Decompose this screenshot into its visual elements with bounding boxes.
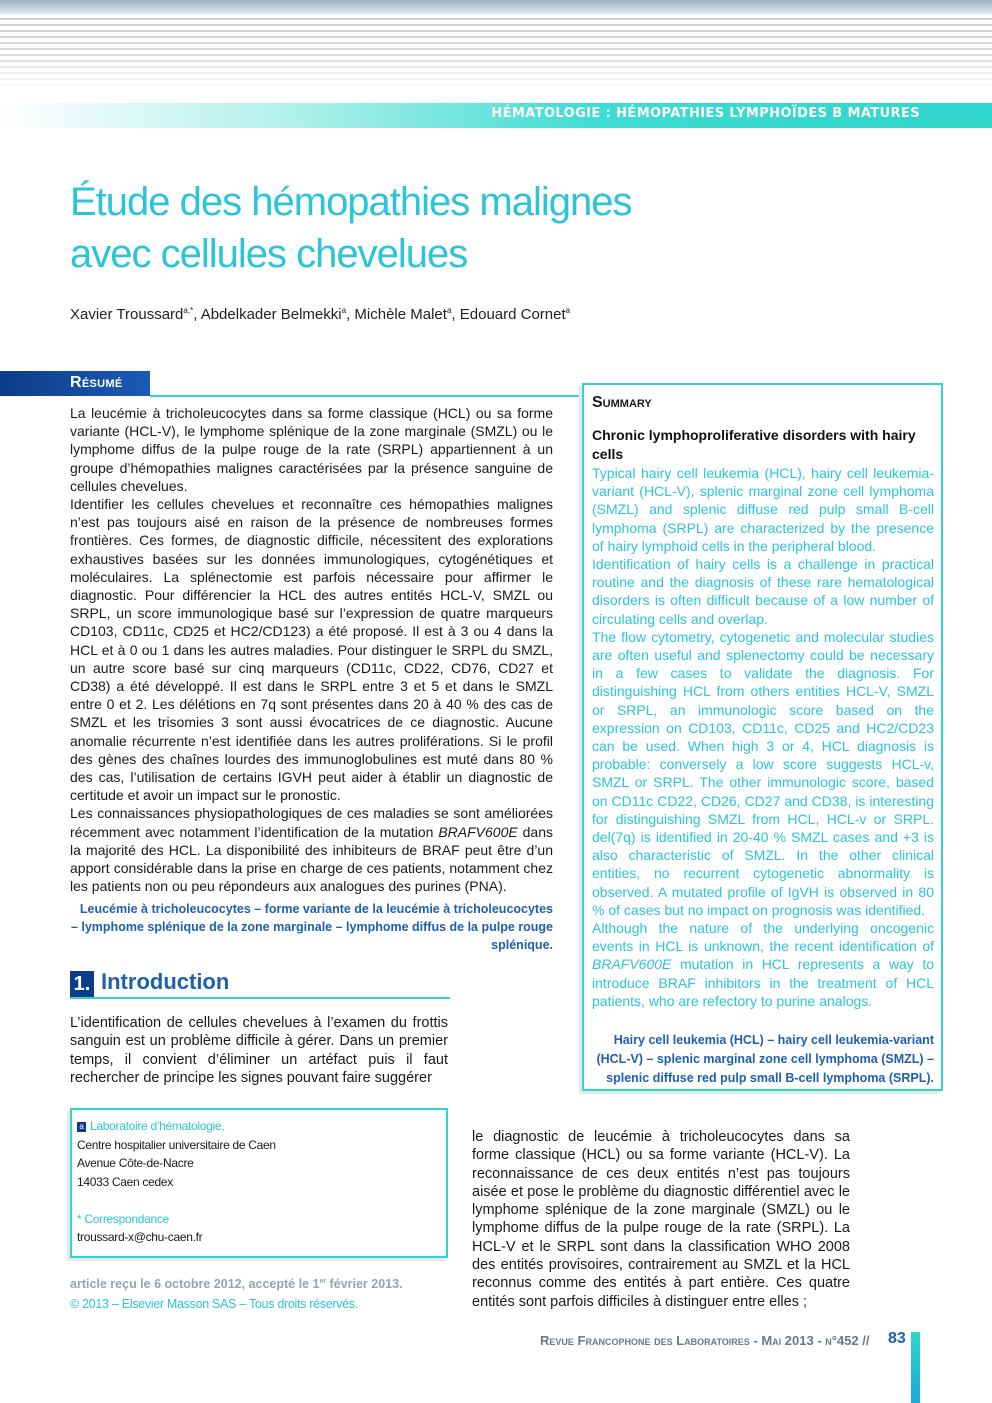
- author-affiliation-mark: a: [565, 306, 571, 315]
- author-affiliation-mark: a: [341, 306, 347, 315]
- section-title: HÉMATOLOGIE : HÉMOPATHIES LYMPHOÏDES B MATURES: [491, 106, 920, 121]
- affiliation-spacer: [77, 1191, 276, 1210]
- received-text: article reçu le 6 octobre 2012, accepté le 1: [70, 1277, 320, 1291]
- article-title: [70, 176, 770, 280]
- received-date: [70, 1277, 403, 1291]
- author-affiliation-mark: a,*: [183, 306, 194, 315]
- received-sup: er: [319, 1278, 327, 1285]
- affiliation-street: Avenue Côte-de-Nacre: [77, 1156, 194, 1170]
- received-text: février 2013.: [326, 1277, 403, 1291]
- mutation-name: BRAFV600E: [438, 823, 518, 840]
- resume-text: dans la majorité des HCL. La disponibilité des inhibiteurs de BRAF peut être d’un apport considérable dans la prise en charge de ces patients, notamment chez les patients non ou peu répondeurs aux analogues des purines (PNA).: [70, 823, 553, 895]
- summary-body: [592, 464, 934, 1010]
- intro-text-col1: L’identification de cellules chevelues à l’examen du frottis sanguin est un problème difficile à gérer. Dans un premier temps, il convient d’éliminer un artéfact puis il faut rechercher de principe les signes pouvant faire suggérer: [70, 1015, 448, 1086]
- resume-rule: [150, 395, 580, 397]
- page-number: 83: [888, 1330, 906, 1347]
- summary-paragraph: Typical hairy cell leukemia (HCL), hairy cell leukemia-variant (HCL-V), splenic marginal zone cell lymphoma (SMZL) and splenic diffuse red pulp small B-cell lymphoma (SRPL) are characterized by the presence of hairy lymphoid cells in the peripheral blood.: [592, 465, 934, 554]
- copyright: © 2013 – Elsevier Masson SAS – Tous droits réservés.: [70, 1297, 358, 1311]
- affiliation-mark: a: [77, 1122, 86, 1132]
- summary-paragraph: [592, 919, 934, 1010]
- resume-paragraph: Identifier les cellules chevelues et reconnaître ces hémopathies malignes n’est pas toujours aisé en raison de la présence de nombreuses formes frontières. Ces formes, de diagnostic difficile, nécessitent des explorations exhaustives basées sur les données immunologiques, cytogénétiques et moléculaires. La splénectomie est parfois nécessaire pour affirmer le diagnostic. Pour différencier la HCL des autres entités HCL-V, SMZL ou SRPL, un score immunologique basé sur l’expression de quatre marqueurs CD103, CD11c, CD25 et HC2/CD123) a été proposé. Il est à 3 ou 4 dans la HCL et à 0 ou 1 dans les autres maladies. Pour distinguer le SRPL du SMZL, un autre score basé sur cinq marqueurs (CD11c, CD22, CD76, CD27 et CD38) a été développé. Il est dans le SRPL entre 3 et 5 et dans le SMZL entre 0 et 2. Les délétions en 7q sont présentes dans 20 à 40 % des cas de SMZL et les trisomies 3 sont aussi évocatrices de ce diagnostic. Aucune anomalie récurrente n’est identifiée dans les autres proliférations. Si le profil des gènes des chaînes lourdes des immunoglobulines est muté dans 80 % des cas, l’utilisation de certains IGVH peut aider à établir un diagnostic de certitude et avoir un impact sur le pronostic.: [70, 496, 553, 804]
- summary-heading: Summary: [592, 394, 652, 411]
- affiliation-details: [77, 1117, 276, 1247]
- intro-text-col2: le diagnostic de leucémie à tricholeucocytes dans sa forme classique (HCL) ou sa forme variante (HCL-V). La reconnaissance de ces deux entités n’est pas toujours aisée et pose le problème du diagnostic différentiel avec le lymphome splénique de la zone marginale (SMZL) ou le lymphome diffus de la pulpe rouge de la rate (SRPL). La HCL-V et le SRPL sont dans la classification WHO 2008 des entités provisoires, contrairement au SMZL et la HCL reconnus comme des entités à part entière. Ces quatre entités sont parfois difficiles à distinguer entre elles ;: [472, 1129, 850, 1310]
- summary-text: Although the nature of the underlying oncogenic events in HCL is unknown, the recent identification of: [592, 920, 934, 955]
- footer-accent-bar: [911, 1332, 920, 1403]
- author-name: Edouard Cornet: [459, 306, 566, 323]
- author-name: Xavier Troussard: [70, 306, 184, 323]
- top-shade: [0, 0, 992, 14]
- resume-keywords: Leucémie à tricholeucocytes – forme variante de la leucémie à tricholeucocytes – lymphome splénique de la zone marginale – lymphome diffus de la pulpe rouge splénique.: [70, 902, 553, 952]
- resume-paragraph: [70, 804, 553, 895]
- article-title-line2: avec cellules chevelues: [70, 232, 468, 276]
- section-rule: [70, 997, 450, 999]
- correspondence-email: troussard-x@chu-caen.fr: [77, 1230, 203, 1244]
- resume-heading: Résumé: [70, 374, 123, 391]
- author-name: Michèle Malet: [354, 306, 447, 323]
- article-title-line1: Étude des hémopathies malignes: [70, 180, 632, 224]
- summary-paragraph: The flow cytometry, cytogenetic and molecular studies are often useful and splenectomy could be necessary in a few cases to validate the diagnosis. For distinguishing HCL from others entities HCL-V, SMZL or SRPL, an immunologic score based on the expression on CD103, CD11c, CD25 and HC2/CD23 can be used. When high 3 or 4, HCL diagnosis is probable: conversely a low score suggests HCL-v, SMZL or SRPL. The other immunologic score, based on CD11c CD22, CD26, CD27 and CD38, is interesting for distinguishing SMZL from HCL, HCL-v or SRPL. del(7q) is identified in 20-40 % SMZL cases and +3 is also characteristic of SMZL. In the other clinical entities, no recurrent cytogenetic abnormality is observed. A mutated profile of IgVH is observed in 80 % of cases but no impact on prognosis was identified.: [592, 628, 934, 918]
- summary-title: Chronic lymphoproliferative disorders with hairy cells: [592, 427, 916, 462]
- correspondence-label: * Correspondance: [77, 1211, 169, 1226]
- section-number: 1.: [70, 971, 94, 997]
- author-list: Xavier Troussard$^{a,*}$, Abdelkader Belmekki$^a$, Michèle Malet$^a$, Edouard Cornet$^a$: [70, 306, 571, 323]
- resume-paragraph: La leucémie à tricholeucocytes dans sa forme classique (HCL) ou sa forme variante (HCL-V), le lymphome splénique de la zone marginale (SMZL) ou le lymphome diffus de la pulpe rouge de la rate (SRPL) appartiennent à un groupe d’hémopathies malignes caractérisées par la présence sanguine de cellules chevelues.: [70, 405, 553, 494]
- section-heading: Introduction: [101, 969, 230, 994]
- summary-text: mutation in HCL represents a way to introduce BRAF inhibitors in the treatment of HCL patients, who are refectory to purine analogs.: [592, 956, 934, 1009]
- summary-keywords: Hairy cell leukemia (HCL) – hairy cell leukemia-variant (HCL-V) – splenic marginal zone cell lymphoma (SMZL) – splenic diffuse red pulp small B-cell lymphoma (SRPL).: [596, 1033, 934, 1085]
- affiliation-hospital: Centre hospitalier universitaire de Caen: [77, 1137, 276, 1152]
- affiliation-city: 14033 Caen cedex: [77, 1174, 173, 1189]
- affiliation-lab-name: Laboratoire d’hématologie,: [90, 1119, 225, 1133]
- resume-text: Les connaissances physiopathologiques de ces maladies se sont améliorées récemment avec notamment l’identification de la mutation: [70, 805, 553, 840]
- summary-paragraph: Identification of hairy cells is a challenge in practical routine and the diagnosis of these rare hematological disorders is often difficult because of a low number of circulating cells and overlap.: [592, 556, 934, 627]
- journal-reference: Revue Francophone des Laboratoires - Mai 2013 - n°452 //: [540, 1333, 870, 1348]
- author-affiliation-mark: a: [446, 306, 452, 315]
- author-name: Abdelkader Belmekki: [200, 306, 342, 323]
- resume-body: [70, 404, 553, 895]
- affiliation-lab: [77, 1117, 276, 1136]
- mutation-name: BRAFV600E: [592, 956, 672, 973]
